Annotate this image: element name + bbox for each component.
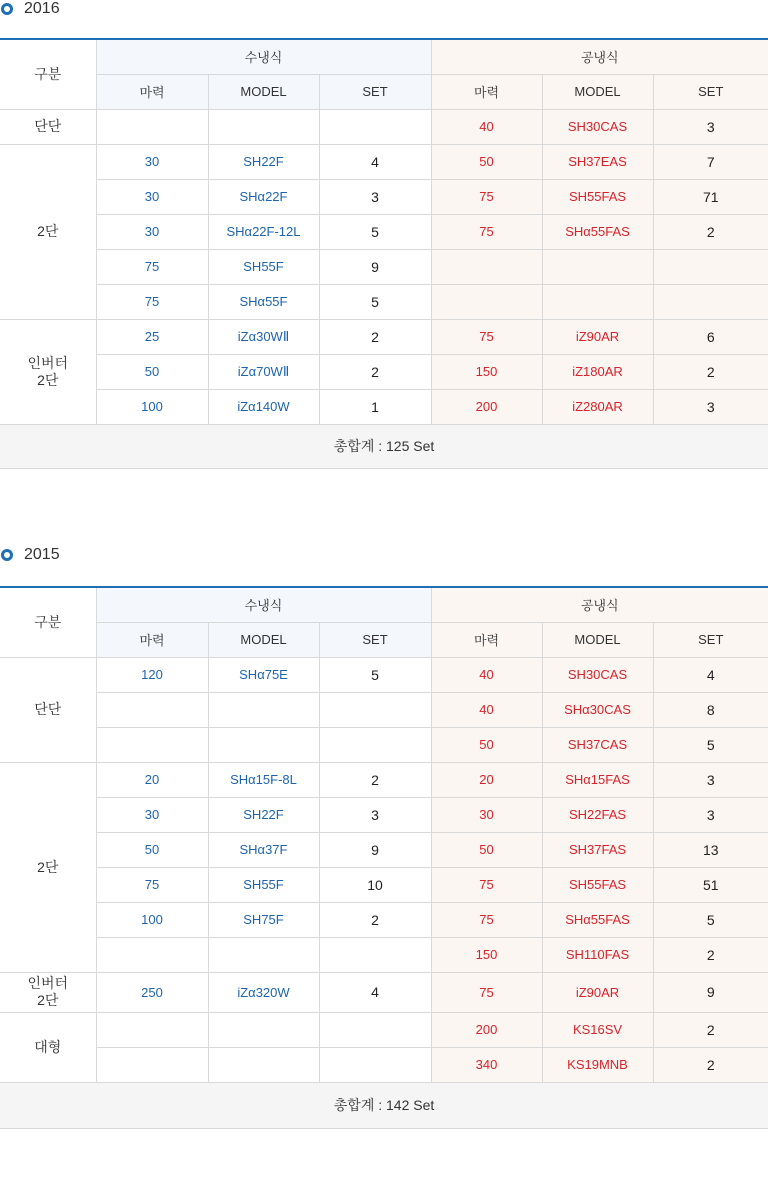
air-hp-cell: 75 xyxy=(431,902,542,937)
header-water-hp: 마력 xyxy=(96,74,208,109)
table-row xyxy=(0,1012,768,1047)
air-model-cell: KS19MNB xyxy=(542,1047,653,1082)
air-set-cell: 2 xyxy=(653,214,768,249)
table-row xyxy=(0,144,768,179)
water-model-cell: iZα140W xyxy=(208,389,319,424)
air-hp-cell: 150 xyxy=(431,354,542,389)
water-hp-cell: 30 xyxy=(96,797,208,832)
air-hp-cell: 50 xyxy=(431,727,542,762)
table-row xyxy=(0,657,768,692)
water-model-cell: SHα15F-8L xyxy=(208,762,319,797)
air-hp-cell: 50 xyxy=(431,144,542,179)
table-row xyxy=(0,867,768,902)
air-hp-cell: 75 xyxy=(431,319,542,354)
header-water-model: MODEL xyxy=(208,622,319,657)
air-hp-cell: 75 xyxy=(431,214,542,249)
table-row xyxy=(0,109,768,144)
air-model-cell: SH110FAS xyxy=(542,937,653,972)
water-hp-cell xyxy=(96,109,208,144)
group-label: 인버터 2단 xyxy=(0,972,96,1012)
water-hp-cell xyxy=(96,937,208,972)
header-air-cooled: 공냉식 xyxy=(431,39,768,74)
sales-table xyxy=(0,586,768,1129)
water-set-cell: 4 xyxy=(319,144,431,179)
header-gubun: 구분 xyxy=(0,39,96,109)
water-hp-cell xyxy=(96,1012,208,1047)
water-hp-cell: 30 xyxy=(96,144,208,179)
water-model-cell: SH55F xyxy=(208,249,319,284)
table-row xyxy=(0,214,768,249)
air-hp-cell: 40 xyxy=(431,692,542,727)
air-set-cell: 6 xyxy=(653,319,768,354)
water-set-cell xyxy=(319,692,431,727)
water-model-cell: iZα70WⅡ xyxy=(208,354,319,389)
air-model-cell: SHα55FAS xyxy=(542,214,653,249)
water-hp-cell: 120 xyxy=(96,657,208,692)
water-set-cell: 2 xyxy=(319,902,431,937)
water-hp-cell: 100 xyxy=(96,389,208,424)
water-model-cell: SHα75E xyxy=(208,657,319,692)
air-set-cell: 2 xyxy=(653,1047,768,1082)
air-set-cell: 3 xyxy=(653,762,768,797)
header-gubun: 구분 xyxy=(0,587,96,657)
air-model-cell: SH37CAS xyxy=(542,727,653,762)
subheader-row xyxy=(0,622,768,657)
table-row xyxy=(0,692,768,727)
water-set-cell: 2 xyxy=(319,319,431,354)
water-set-cell: 2 xyxy=(319,762,431,797)
air-model-cell xyxy=(542,249,653,284)
header-air-cooled: 공냉식 xyxy=(431,587,768,622)
table-row xyxy=(0,249,768,284)
air-model-cell xyxy=(542,284,653,319)
group-label: 인버터 2단 xyxy=(0,319,96,424)
year-label: 2015 xyxy=(24,546,60,563)
water-set-cell: 4 xyxy=(319,972,431,1012)
air-hp-cell: 20 xyxy=(431,762,542,797)
water-set-cell: 9 xyxy=(319,832,431,867)
air-hp-cell: 40 xyxy=(431,657,542,692)
table-row xyxy=(0,762,768,797)
air-model-cell: iZ280AR xyxy=(542,389,653,424)
water-set-cell xyxy=(319,109,431,144)
header-water-set: SET xyxy=(319,622,431,657)
water-model-cell: SHα55F xyxy=(208,284,319,319)
air-set-cell: 5 xyxy=(653,727,768,762)
air-set-cell: 2 xyxy=(653,937,768,972)
total-row xyxy=(0,424,768,468)
water-set-cell xyxy=(319,727,431,762)
water-model-cell xyxy=(208,692,319,727)
air-set-cell: 3 xyxy=(653,389,768,424)
air-set-cell: 7 xyxy=(653,144,768,179)
header-air-model: MODEL xyxy=(542,622,653,657)
air-model-cell: SH37FAS xyxy=(542,832,653,867)
air-model-cell: SH37EAS xyxy=(542,144,653,179)
header-water-model: MODEL xyxy=(208,74,319,109)
header-water-cooled: 수냉식 xyxy=(96,39,431,74)
air-set-cell: 3 xyxy=(653,109,768,144)
air-set-cell: 9 xyxy=(653,972,768,1012)
header-water-hp: 마력 xyxy=(96,622,208,657)
water-set-cell: 5 xyxy=(319,657,431,692)
air-set-cell: 2 xyxy=(653,1012,768,1047)
water-hp-cell: 75 xyxy=(96,249,208,284)
water-hp-cell xyxy=(96,1047,208,1082)
water-model-cell: SHα22F-12L xyxy=(208,214,319,249)
water-model-cell: iZα320W xyxy=(208,972,319,1012)
water-set-cell: 5 xyxy=(319,214,431,249)
air-model-cell: iZ180AR xyxy=(542,354,653,389)
circle-bullet-icon xyxy=(1,549,13,561)
table-row xyxy=(0,179,768,214)
table-row xyxy=(0,902,768,937)
air-set-cell: 71 xyxy=(653,179,768,214)
table-row xyxy=(0,319,768,354)
group-label: 단단 xyxy=(0,109,96,144)
water-model-cell: iZα30WⅡ xyxy=(208,319,319,354)
air-hp-cell: 50 xyxy=(431,832,542,867)
header-row xyxy=(0,587,768,622)
air-set-cell: 4 xyxy=(653,657,768,692)
air-model-cell: SHα30CAS xyxy=(542,692,653,727)
air-hp-cell: 30 xyxy=(431,797,542,832)
air-set-cell: 51 xyxy=(653,867,768,902)
water-model-cell xyxy=(208,109,319,144)
air-set-cell: 8 xyxy=(653,692,768,727)
air-model-cell: iZ90AR xyxy=(542,319,653,354)
water-set-cell xyxy=(319,1012,431,1047)
header-water-set: SET xyxy=(319,74,431,109)
water-model-cell xyxy=(208,1012,319,1047)
water-set-cell: 3 xyxy=(319,179,431,214)
section-2016 xyxy=(0,0,768,469)
table-row xyxy=(0,797,768,832)
air-hp-cell: 150 xyxy=(431,937,542,972)
air-set-cell: 13 xyxy=(653,832,768,867)
water-hp-cell: 100 xyxy=(96,902,208,937)
air-hp-cell xyxy=(431,249,542,284)
grand-total: 총합계 : 125 Set xyxy=(0,424,768,468)
group-label: 단단 xyxy=(0,657,96,762)
group-label: 2단 xyxy=(0,762,96,972)
air-hp-cell: 75 xyxy=(431,867,542,902)
water-hp-cell: 50 xyxy=(96,832,208,867)
water-hp-cell: 250 xyxy=(96,972,208,1012)
water-set-cell: 2 xyxy=(319,354,431,389)
water-hp-cell: 25 xyxy=(96,319,208,354)
water-set-cell xyxy=(319,937,431,972)
water-set-cell xyxy=(319,1047,431,1082)
table-row xyxy=(0,284,768,319)
air-hp-cell: 75 xyxy=(431,179,542,214)
water-hp-cell: 20 xyxy=(96,762,208,797)
water-hp-cell: 50 xyxy=(96,354,208,389)
water-model-cell: SH22F xyxy=(208,144,319,179)
air-model-cell: SH30CAS xyxy=(542,657,653,692)
water-model-cell: SHα37F xyxy=(208,832,319,867)
table-row xyxy=(0,1047,768,1082)
air-model-cell: SHα15FAS xyxy=(542,762,653,797)
section-title xyxy=(0,546,768,564)
water-hp-cell xyxy=(96,692,208,727)
water-model-cell: SH55F xyxy=(208,867,319,902)
sales-table xyxy=(0,38,768,469)
header-air-hp: 마력 xyxy=(431,622,542,657)
section-2015 xyxy=(0,546,768,1129)
table-row xyxy=(0,389,768,424)
table-row xyxy=(0,972,768,1012)
table-row xyxy=(0,832,768,867)
table-row xyxy=(0,354,768,389)
air-set-cell xyxy=(653,284,768,319)
header-row xyxy=(0,39,768,74)
air-hp-cell: 75 xyxy=(431,972,542,1012)
air-hp-cell: 40 xyxy=(431,109,542,144)
water-hp-cell: 75 xyxy=(96,284,208,319)
air-hp-cell: 340 xyxy=(431,1047,542,1082)
header-air-set: SET xyxy=(653,622,768,657)
header-water-cooled: 수냉식 xyxy=(96,587,431,622)
air-model-cell: SHα55FAS xyxy=(542,902,653,937)
header-air-model: MODEL xyxy=(542,74,653,109)
air-model-cell: SH55FAS xyxy=(542,867,653,902)
air-hp-cell: 200 xyxy=(431,389,542,424)
air-model-cell: iZ90AR xyxy=(542,972,653,1012)
group-label: 대형 xyxy=(0,1012,96,1082)
water-set-cell: 1 xyxy=(319,389,431,424)
header-air-hp: 마력 xyxy=(431,74,542,109)
group-label: 2단 xyxy=(0,144,96,319)
header-air-set: SET xyxy=(653,74,768,109)
year-label: 2016 xyxy=(24,0,60,17)
grand-total: 총합계 : 142 Set xyxy=(0,1082,768,1128)
air-set-cell: 3 xyxy=(653,797,768,832)
water-hp-cell: 30 xyxy=(96,214,208,249)
air-set-cell: 2 xyxy=(653,354,768,389)
water-hp-cell: 75 xyxy=(96,867,208,902)
water-model-cell: SH22F xyxy=(208,797,319,832)
table-row xyxy=(0,937,768,972)
water-set-cell: 5 xyxy=(319,284,431,319)
table-row xyxy=(0,727,768,762)
water-hp-cell: 30 xyxy=(96,179,208,214)
water-set-cell: 9 xyxy=(319,249,431,284)
section-title xyxy=(0,0,768,18)
air-model-cell: SH22FAS xyxy=(542,797,653,832)
circle-bullet-icon xyxy=(1,3,13,15)
water-set-cell: 10 xyxy=(319,867,431,902)
water-model-cell xyxy=(208,1047,319,1082)
water-model-cell: SH75F xyxy=(208,902,319,937)
air-set-cell xyxy=(653,249,768,284)
water-model-cell xyxy=(208,727,319,762)
total-row xyxy=(0,1082,768,1128)
water-model-cell xyxy=(208,937,319,972)
subheader-row xyxy=(0,74,768,109)
air-model-cell: SH30CAS xyxy=(542,109,653,144)
air-set-cell: 5 xyxy=(653,902,768,937)
air-hp-cell: 200 xyxy=(431,1012,542,1047)
water-hp-cell xyxy=(96,727,208,762)
air-model-cell: KS16SV xyxy=(542,1012,653,1047)
water-set-cell: 3 xyxy=(319,797,431,832)
water-model-cell: SHα22F xyxy=(208,179,319,214)
air-model-cell: SH55FAS xyxy=(542,179,653,214)
air-hp-cell xyxy=(431,284,542,319)
